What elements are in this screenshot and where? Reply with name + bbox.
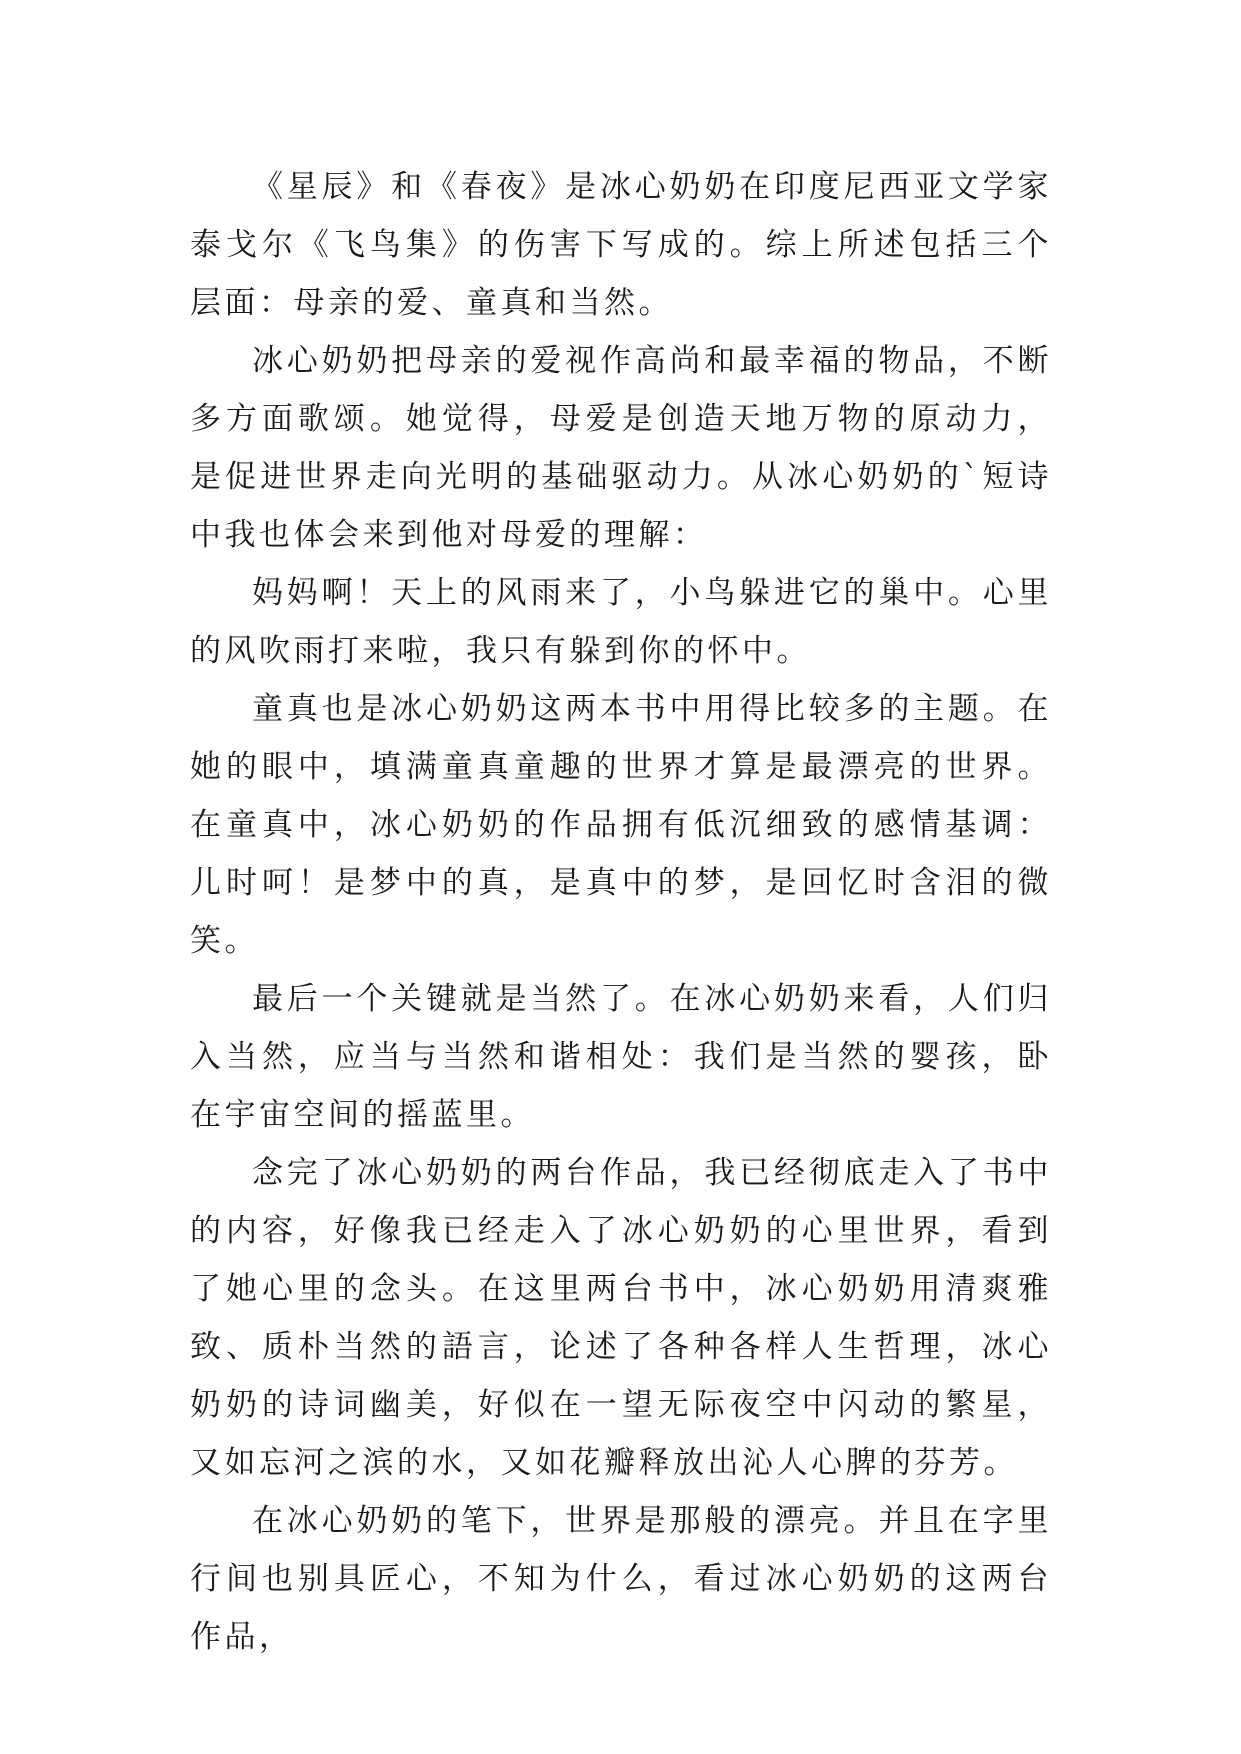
paragraph: 冰心奶奶把母亲的爱视作高尚和最幸福的物品，不断多方面歌颂。她觉得，母爱是创造天地万物的原动力，是促进世界走向光明的基础驱动力。从冰心奶奶的`短诗中我也体会来到他对母爱的理解： bbox=[190, 343, 1052, 553]
paragraph: 《星辰》和《春夜》是冰心奶奶在印度尼西亚文学家泰戈尔《飞鸟集》的伤害下写成的。综上所述包括三个层面：母亲的爱、童真和当然。 bbox=[190, 169, 1052, 321]
paragraph: 最后一个关键就是当然了。在冰心奶奶来看，人们归入当然，应当与当然和谐相处：我们是当然的婴孩，卧在宇宙空间的摇蓝里。 bbox=[190, 981, 1052, 1133]
paragraph: 念完了冰心奶奶的两台作品，我已经彻底走入了书中的内容，好像我已经走入了冰心奶奶的心里世界，看到了她心里的念头。在这里两台书中，冰心奶奶用清爽雅致、质朴当然的語言，论述了各种各样人生哲理，冰心奶奶的诗词幽美，好似在一望无际夜空中闪动的繁星，又如忘河之滨的水，又如花瓣释放出沁人心脾的芬芳。 bbox=[190, 1155, 1052, 1481]
paragraph: 童真也是冰心奶奶这两本书中用得比较多的主题。在她的眼中，填满童真童趣的世界才算是最漂亮的世界。在童真中，冰心奶奶的作品拥有低沉细致的感情基调：儿时呵！是梦中的真，是真中的梦，是回忆时含泪的微笑。 bbox=[190, 691, 1052, 959]
paragraph: 在冰心奶奶的笔下，世界是那般的漂亮。并且在字里行间也别具匠心，不知为什么，看过冰心奶奶的这两台作品， bbox=[190, 1503, 1052, 1655]
paragraph: 妈妈啊！天上的风雨来了，小鸟躲进它的巢中。心里的风吹雨打来啦，我只有躲到你的怀中。 bbox=[190, 575, 1052, 669]
document-body bbox=[190, 158, 1052, 1666]
